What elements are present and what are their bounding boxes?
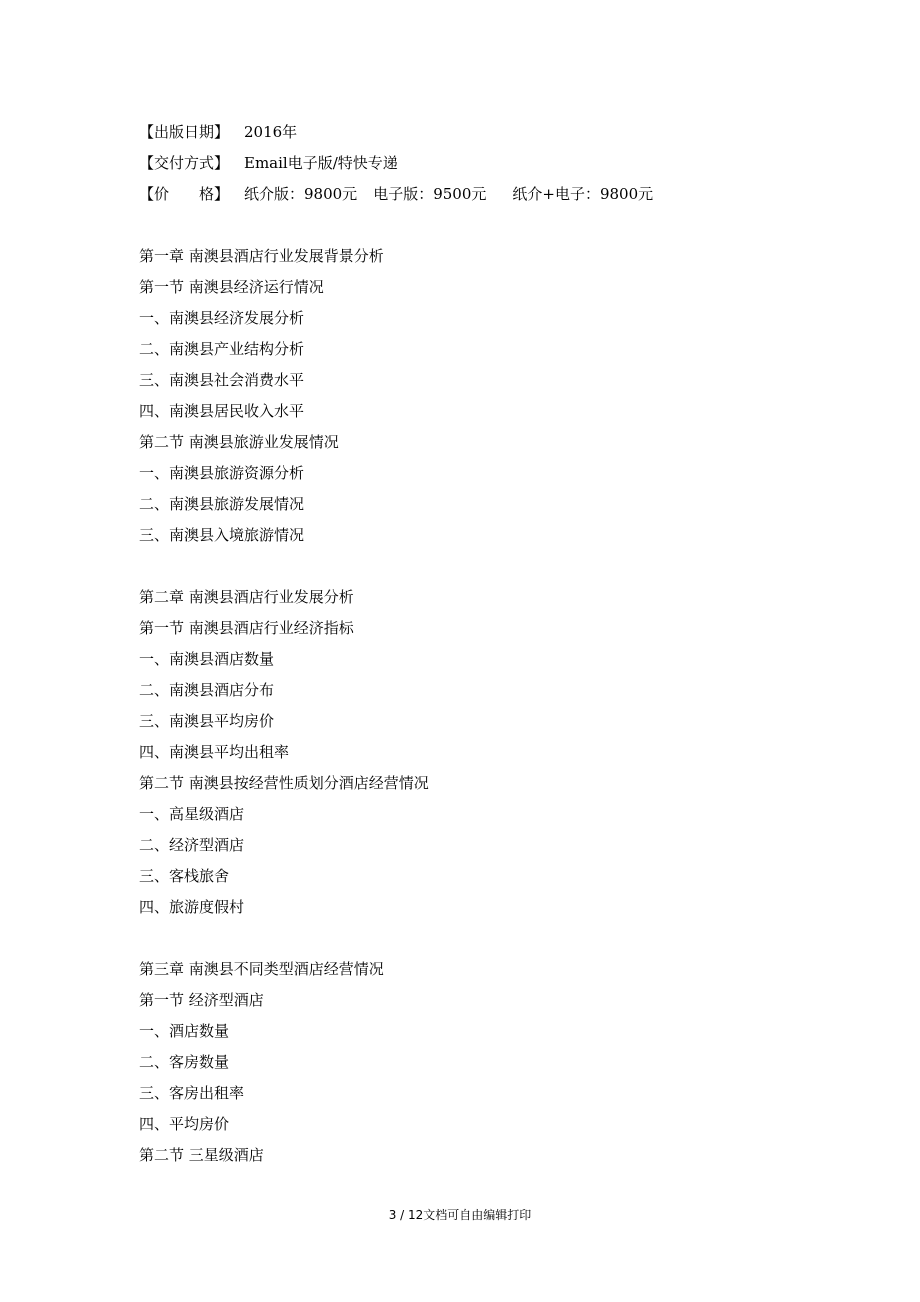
spacer bbox=[139, 923, 839, 954]
page-footer: 3 / 12文档可自由编辑打印 bbox=[388, 1208, 532, 1222]
toc-item: 二、南澳县产业结构分析 bbox=[139, 340, 305, 358]
toc-item: 一、酒店数量 bbox=[139, 1022, 230, 1040]
toc-item: 一、高星级酒店 bbox=[139, 805, 245, 823]
toc-item: 二、客房数量 bbox=[139, 1053, 230, 1071]
toc-item: 四、南澳县居民收入水平 bbox=[139, 402, 305, 420]
meta-publish-date bbox=[139, 117, 839, 148]
toc-item: 三、客房出租率 bbox=[139, 1084, 245, 1102]
section-title: 第一节 经济型酒店 bbox=[139, 991, 264, 1009]
toc-item: 二、经济型酒店 bbox=[139, 836, 245, 854]
toc-item: 一、南澳县旅游资源分析 bbox=[139, 464, 305, 482]
chapter-title: 第一章 南澳县酒店行业发展背景分析 bbox=[139, 247, 384, 265]
delivery-value: Email电子版/特快专递 bbox=[244, 154, 398, 172]
toc-item: 二、南澳县酒店分布 bbox=[139, 681, 275, 699]
toc-item: 一、南澳县经济发展分析 bbox=[139, 309, 305, 327]
chapter-title: 第三章 南澳县不同类型酒店经营情况 bbox=[139, 960, 384, 978]
price-electronic: 电子版：9500元 bbox=[373, 185, 487, 203]
toc-item: 一、南澳县酒店数量 bbox=[139, 650, 275, 668]
toc-item: 三、南澳县社会消费水平 bbox=[139, 371, 305, 389]
spacer bbox=[139, 551, 839, 582]
toc-item: 三、南澳县平均房价 bbox=[139, 712, 275, 730]
toc-item: 三、客栈旅舍 bbox=[139, 867, 230, 885]
meta-delivery bbox=[139, 148, 839, 179]
toc-item: 四、南澳县平均出租率 bbox=[139, 743, 290, 761]
toc-item: 四、平均房价 bbox=[139, 1115, 230, 1133]
meta-price bbox=[139, 179, 839, 210]
price-paper: 纸介版：9800元 bbox=[244, 185, 358, 203]
publish-date-label: 【出版日期】 bbox=[139, 123, 230, 141]
section-title: 第一节 南澳县酒店行业经济指标 bbox=[139, 619, 354, 637]
chapter-title: 第二章 南澳县酒店行业发展分析 bbox=[139, 588, 354, 606]
document-content bbox=[139, 117, 839, 1171]
toc-item: 二、南澳县旅游发展情况 bbox=[139, 495, 305, 513]
toc-item: 四、旅游度假村 bbox=[139, 898, 245, 916]
publish-date-value: 2016年 bbox=[244, 123, 298, 141]
section-title: 第二节 南澳县旅游业发展情况 bbox=[139, 433, 339, 451]
toc-item: 三、南澳县入境旅游情况 bbox=[139, 526, 305, 544]
section-title: 第二节 三星级酒店 bbox=[139, 1146, 264, 1164]
price-label: 【价 格】 bbox=[139, 185, 230, 203]
price-both: 纸介+电子：9800元 bbox=[512, 185, 654, 203]
section-title: 第一节 南澳县经济运行情况 bbox=[139, 278, 324, 296]
spacer bbox=[139, 210, 839, 241]
section-title: 第二节 南澳县按经营性质划分酒店经营情况 bbox=[139, 774, 429, 792]
delivery-label: 【交付方式】 bbox=[139, 154, 230, 172]
